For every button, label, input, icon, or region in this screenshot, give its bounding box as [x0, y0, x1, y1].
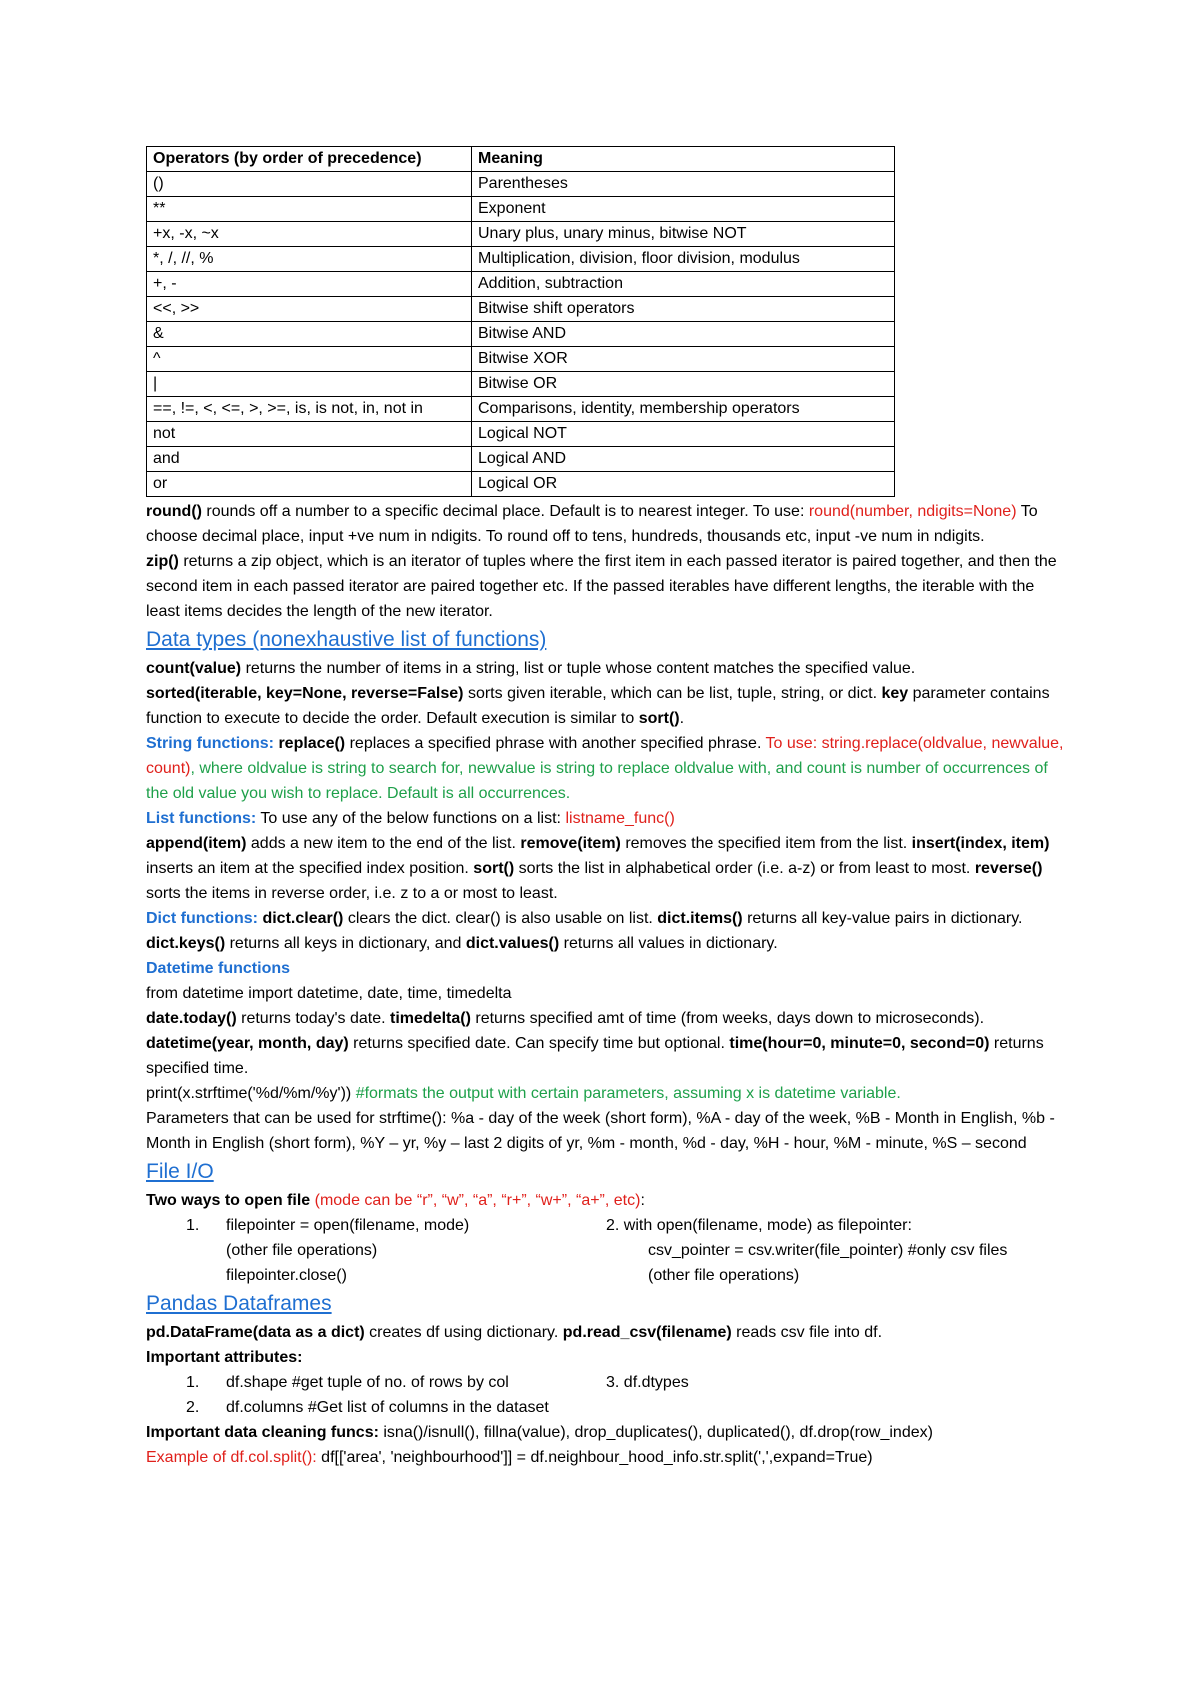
dict-values-name: dict.values() — [465, 935, 560, 952]
sort-function-name: sort() — [473, 860, 515, 877]
list-functions-label: List functions: — [146, 810, 257, 827]
replace-function-name: replace() — [278, 735, 346, 752]
operator-cell: ^ — [147, 347, 472, 372]
datetime-text: returns specified date. Can specify time but optional. — [348, 1035, 730, 1052]
count-paragraph — [146, 656, 1066, 681]
insert-text: inserts an item at the specified index position. — [146, 860, 474, 877]
operator-cell: | — [147, 372, 472, 397]
sorted-sort-ref: sort() — [638, 710, 680, 727]
string-functions-label: String functions: — [146, 735, 274, 752]
meaning-cell: Logical NOT — [472, 422, 895, 447]
round-usage: round(number, ndigits=None) — [808, 503, 1017, 520]
sorted-end: . — [679, 710, 685, 727]
meaning-cell: Multiplication, division, floor division, modulus — [472, 247, 895, 272]
table-row — [147, 222, 895, 247]
zip-paragraph — [146, 549, 1066, 624]
meaning-cell: Comparisons, identity, membership operators — [472, 397, 895, 422]
datetime-methods-paragraph — [146, 1006, 1066, 1081]
table-row — [147, 172, 895, 197]
datetime-function-name: datetime(year, month, day) — [146, 1035, 349, 1052]
split-example-paragraph — [146, 1445, 1066, 1470]
timedelta-text: returns specified amt of time (from weeks, days down to microseconds). — [470, 1010, 985, 1027]
meaning-cell: Bitwise XOR — [472, 347, 895, 372]
file-modes: (mode can be “r”, “w”, “a”, “r+”, “w+”, “a+”, etc) — [310, 1192, 641, 1209]
sorted-text: sorts given iterable, which can be list, tuple, string, or dict. — [463, 685, 882, 702]
way2-line-3: (other file operations) — [648, 1267, 800, 1284]
meaning-cell: Unary plus, unary minus, bitwise NOT — [472, 222, 895, 247]
time-text: returns specified time. — [146, 1035, 1044, 1077]
strftime-comment: #formats the output with certain parameters, assuming x is datetime variable. — [355, 1085, 901, 1102]
table-row — [147, 472, 895, 497]
operator-cell: and — [147, 447, 472, 472]
file-open-row-2 — [146, 1238, 1066, 1263]
round-function-name: round() — [146, 503, 202, 520]
table-header-operators: Operators (by order of precedence) — [147, 147, 472, 172]
operator-cell: +x, -x, ~x — [147, 222, 472, 247]
count-text: returns the number of items in a string, list or tuple whose content matches the specified value. — [241, 660, 916, 677]
dataframe-text: creates df using dictionary. — [364, 1324, 563, 1341]
meaning-cell: Bitwise shift operators — [472, 297, 895, 322]
remove-text: removes the specified item from the list. — [620, 835, 908, 852]
reverse-text: sorts the items in reverse order, i.e. z to a or most to least. — [146, 885, 558, 902]
attribute-dtypes: 3. df.dtypes — [606, 1374, 689, 1391]
file-modes-colon: : — [640, 1192, 645, 1209]
meaning-cell: Bitwise OR — [472, 372, 895, 397]
list-number: 1. — [186, 1374, 200, 1391]
round-paragraph — [146, 499, 1066, 549]
attribute-shape: df.shape #get tuple of no. of rows by col — [226, 1374, 509, 1391]
table-row — [147, 422, 895, 447]
dict-keys-name: dict.keys() — [146, 935, 226, 952]
table-row — [147, 372, 895, 397]
table-header-row — [147, 147, 895, 172]
table-row — [147, 322, 895, 347]
split-example-text: df[['area', 'neighbourhood']] = df.neighbour_hood_info.str.split(',',expand=True) — [316, 1449, 873, 1466]
table-row — [147, 247, 895, 272]
operator-cell: *, /, //, % — [147, 247, 472, 272]
read-csv-text: reads csv file into df. — [731, 1324, 883, 1341]
strftime-code: print(x.strftime('%d/%m/%y')) — [146, 1085, 356, 1102]
meaning-cell: Exponent — [472, 197, 895, 222]
zip-function-name: zip() — [146, 553, 179, 570]
file-io-heading: File I/O — [146, 1160, 214, 1183]
operator-cell: () — [147, 172, 472, 197]
today-function-name: date.today() — [146, 1010, 237, 1027]
list-functions-paragraph — [146, 806, 1066, 831]
dict-clear-name: dict.clear() — [262, 910, 344, 927]
file-open-row-1 — [146, 1213, 1066, 1238]
dict-values-text: returns all values in dictionary. — [559, 935, 778, 952]
read-csv-function-name: pd.read_csv(filename) — [562, 1324, 732, 1341]
dict-items-name: dict.items() — [657, 910, 743, 927]
table-row — [147, 347, 895, 372]
attributes-row-2 — [146, 1395, 1066, 1420]
list-number: 1. — [186, 1217, 200, 1234]
meaning-cell: Addition, subtraction — [472, 272, 895, 297]
table-row — [147, 447, 895, 472]
list-functions-usage: listname_func() — [565, 810, 675, 827]
dict-functions-paragraph — [146, 906, 1066, 956]
data-cleaning-label: Important data cleaning funcs: — [146, 1424, 379, 1441]
timedelta-function-name: timedelta() — [390, 1010, 471, 1027]
meaning-cell: Bitwise AND — [472, 322, 895, 347]
data-types-heading: Data types (nonexhaustive list of functions) — [146, 628, 547, 651]
important-attributes-label: Important attributes: — [146, 1349, 303, 1366]
table-row — [147, 197, 895, 222]
operator-cell: ==, !=, <, <=, >, >=, is, is not, in, not in — [147, 397, 472, 422]
today-text: returns today's date. — [236, 1010, 391, 1027]
dict-keys-text: returns all keys in dictionary, and — [225, 935, 466, 952]
table-row — [147, 297, 895, 322]
data-cleaning-text: isna()/isnull(), fillna(value), drop_duplicates(), duplicated(), df.drop(row_index) — [378, 1424, 933, 1441]
way1-line-1: filepointer = open(filename, mode) — [226, 1217, 470, 1234]
replace-usage: To use: string.replace(oldvalue, newvalue, count) — [146, 735, 1064, 777]
operator-cell: +, - — [147, 272, 472, 297]
attribute-columns: df.columns #Get list of columns in the dataset — [226, 1399, 549, 1416]
time-function-name: time(hour=0, minute=0, second=0) — [729, 1035, 990, 1052]
dict-clear-text: clears the dict. clear() is also usable on list. — [343, 910, 658, 927]
round-text: rounds off a number to a specific decimal place. Default is to nearest integer. To use: — [201, 503, 809, 520]
meaning-cell: Parentheses — [472, 172, 895, 197]
way1-line-3: filepointer.close() — [226, 1267, 347, 1284]
operator-cell: <<, >> — [147, 297, 472, 322]
sort-text: sorts the list in alphabetical order (i.e. a-z) or from least to most. — [514, 860, 975, 877]
two-ways-label: Two ways to open file — [146, 1192, 311, 1209]
operator-cell: not — [147, 422, 472, 447]
table-row — [147, 272, 895, 297]
table-row — [147, 397, 895, 422]
reverse-function-name: reverse() — [974, 860, 1043, 877]
list-number: 2. — [186, 1399, 200, 1416]
document-content — [146, 146, 1066, 1470]
sorted-function-name: sorted(iterable, key=None, reverse=False) — [146, 685, 464, 702]
zip-text: returns a zip object, which is an iterator of tuples where the first item in each passed iterator is paired together, and then the second item in each passed iterator are paired together etc. If the passed iterables have different lengths, the iterable with the least items decides the length of the new iterator. — [146, 553, 1057, 620]
string-functions-paragraph — [146, 731, 1066, 806]
remove-function-name: remove(item) — [520, 835, 621, 852]
split-example-label: Example of df.col.split(): — [146, 1449, 317, 1466]
table-header-meaning: Meaning — [472, 147, 895, 172]
pandas-heading: Pandas Dataframes — [146, 1292, 332, 1315]
strftime-params-paragraph: Parameters that can be used for strftime(): %a - day of the week (short form), %A - day of the week, %B - Month in English, %b - Month in English (short form), %Y – yr, %y – last 2 digits of yr, %m - month, %d - day, %H - hour, %M - minute, %S – second — [146, 1110, 1055, 1152]
sorted-key: key — [881, 685, 909, 702]
append-function-name: append(item) — [146, 835, 247, 852]
way2-line-2: csv_pointer = csv.writer(file_pointer) #only csv files — [648, 1242, 1008, 1259]
replace-description: , where oldvalue is string to search for, newvalue is string to replace oldvalue with, and count is number of occurrences of the old value you wish to replace. Default is all occurrences. — [146, 760, 1048, 802]
way2-line-1: 2. with open(filename, mode) as filepointer: — [606, 1217, 912, 1234]
way1-line-2: (other file operations) — [226, 1242, 378, 1259]
list-functions-text: To use any of the below functions on a list: — [256, 810, 566, 827]
pandas-create-paragraph — [146, 1320, 1066, 1345]
round-text-2: To choose decimal place, input +ve num in ndigits. To round off to tens, hundreds, thousands etc, input -ve num in ndigits. — [146, 503, 1038, 545]
operator-precedence-table — [146, 146, 895, 497]
data-cleaning-paragraph — [146, 1420, 1066, 1445]
open-file-paragraph — [146, 1188, 1066, 1213]
insert-function-name: insert(index, item) — [911, 835, 1050, 852]
dict-functions-label: Dict functions: — [146, 910, 258, 927]
append-text: adds a new item to the end of the list. — [246, 835, 521, 852]
operator-cell: & — [147, 322, 472, 347]
dict-items-text: returns all key-value pairs in dictionary. — [742, 910, 1023, 927]
dataframe-function-name: pd.DataFrame(data as a dict) — [146, 1324, 365, 1341]
attributes-row-1 — [146, 1370, 1066, 1395]
meaning-cell: Logical OR — [472, 472, 895, 497]
datetime-import-line: from datetime import datetime, date, time, timedelta — [146, 985, 512, 1002]
replace-text: replaces a specified phrase with another specified phrase. — [345, 735, 766, 752]
list-methods-paragraph — [146, 831, 1066, 906]
meaning-cell: Logical AND — [472, 447, 895, 472]
strftime-paragraph — [146, 1081, 1066, 1106]
sorted-paragraph — [146, 681, 1066, 731]
operator-cell: ** — [147, 197, 472, 222]
count-function-name: count(value) — [146, 660, 242, 677]
sorted-text-2: parameter contains function to execute to decide the order. Default execution is similar to — [146, 685, 1050, 727]
datetime-functions-label: Datetime functions — [146, 960, 291, 977]
operator-cell: or — [147, 472, 472, 497]
file-open-row-3 — [146, 1263, 1066, 1288]
